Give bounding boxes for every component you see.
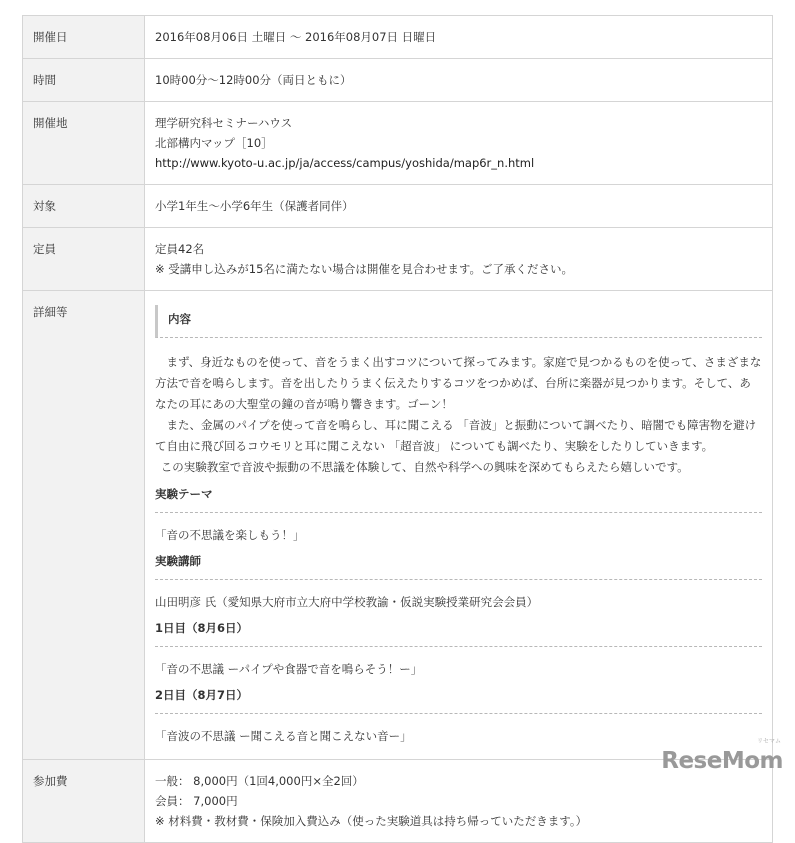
label-time: 時間 xyxy=(23,59,145,102)
row-time xyxy=(23,59,773,102)
capacity-note: ※ 受講申し込みが15名に満たない場合は開催を見合わせます。ご了承ください。 xyxy=(155,262,574,276)
content-paragraph: まず、身近なものを使って、音をうまく出すコツについて探ってみます。家庭で見つかるものを使って、さまざまな方法で音を鳴らします。音を出したりうまく伝えたりするコツをつかめば、台所に楽器が見つかります。そして、あなたの耳にあの大聖堂の鐘の音が鳴り響きます。ゴーン！ xyxy=(155,355,762,411)
label-target: 対象 xyxy=(23,185,145,228)
row-target xyxy=(23,185,773,228)
day1-text: 「音の不思議 ーパイプや食器で音を鳴らそう！ー」 xyxy=(155,662,423,676)
row-details xyxy=(23,291,773,760)
fee-note: ※ 材料費・教材費・保険加入費込み（使った実験道具は持ち帰っていただきます。） xyxy=(155,814,588,828)
value-target: 小学1年生〜小学6年生（保護者同伴） xyxy=(145,185,773,228)
instructor-heading: 実験講師 xyxy=(155,551,762,580)
value-capacity xyxy=(145,228,773,291)
row-capacity xyxy=(23,228,773,291)
event-info-table xyxy=(22,15,773,843)
label-venue: 開催地 xyxy=(23,102,145,185)
value-time: 10時00分〜12時00分（両日ともに） xyxy=(145,59,773,102)
value-date: 2016年08月06日 土曜日 〜 2016年08月07日 日曜日 xyxy=(145,16,773,59)
capacity-count: 定員42名 xyxy=(155,242,205,256)
label-capacity: 定員 xyxy=(23,228,145,291)
theme-heading: 実験テーマ xyxy=(155,484,762,513)
row-date xyxy=(23,16,773,59)
content-paragraph: また、金属のパイプを使って音を鳴らし、耳に聞こえる 「音波」と振動について調べたり、暗闇でも障害物を避けて自由に飛び回るコウモリと耳に聞こえない 「超音波」 についても調べたり、実験をしたりしていきます。 xyxy=(155,418,757,453)
content-paragraph: この実験教室で音波や振動の不思議を体験して、自然や科学への興味を深めてもらえたら嬉しいです。 xyxy=(160,460,689,474)
value-venue xyxy=(145,102,773,185)
day1-heading: 1日目（8月6日） xyxy=(155,618,762,647)
label-details: 詳細等 xyxy=(23,291,145,760)
venue-map: 北部構内マップ［10］ xyxy=(155,136,273,150)
value-details xyxy=(145,291,773,760)
day2-text: 「音波の不思議 ー聞こえる音と聞こえない音ー」 xyxy=(155,729,412,743)
watermark-ruby: リセマム xyxy=(757,738,781,745)
venue-map-link[interactable]: http://www.kyoto-u.ac.jp/ja/access/campus/yoshida/map6r_n.html xyxy=(155,156,535,170)
label-fee: 参加費 xyxy=(23,760,145,843)
content-description xyxy=(155,352,762,478)
day2-heading: 2日目（8月7日） xyxy=(155,685,762,714)
fee-member: 会員： 7,000円 xyxy=(155,794,238,808)
content-heading: 内容 xyxy=(155,305,762,338)
fee-general: 一般： 8,000円（1回4,000円×全2回） xyxy=(155,774,364,788)
label-date: 開催日 xyxy=(23,16,145,59)
row-venue xyxy=(23,102,773,185)
instructor-text: 山田明彦 氏（愛知県大府市立大府中学校教諭・仮説実験授業研究会会員） xyxy=(155,595,539,609)
theme-text: 「音の不思議を楽しもう！」 xyxy=(155,528,305,542)
resemom-watermark-logo: ReseMom xyxy=(661,748,783,774)
row-fee xyxy=(23,760,773,843)
venue-name: 理学研究科セミナーハウス xyxy=(155,116,293,130)
